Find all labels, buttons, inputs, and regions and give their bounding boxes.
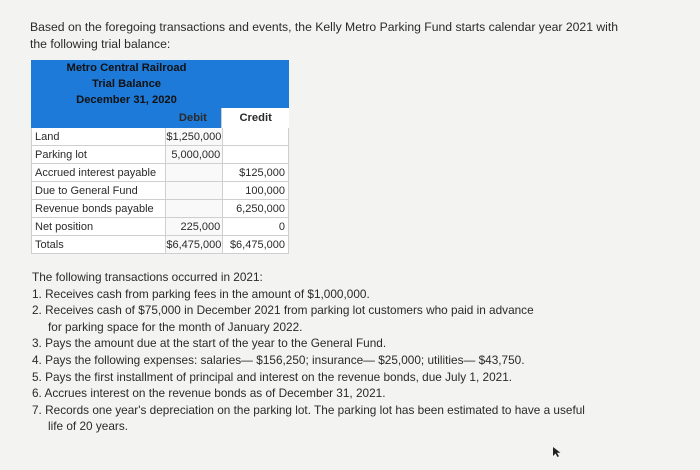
transaction-text: 6. Accrues interest on the revenue bonds as of December 31, 2021. xyxy=(32,386,386,401)
transactions-lead: The following transactions occurred in 2021: xyxy=(32,270,263,284)
list-item xyxy=(32,369,632,386)
list-item xyxy=(32,335,632,352)
debit-amount: 5,000,000 xyxy=(165,146,222,164)
transaction-text: 4. Pays the following expenses: salaries— $156,250; insurance— $25,000; utilities— $43,750. xyxy=(32,352,525,367)
list-item xyxy=(32,385,632,402)
debit-amount xyxy=(165,200,222,218)
list-item xyxy=(32,352,632,369)
account-name: Due to General Fund xyxy=(32,182,165,200)
totals-row xyxy=(32,236,289,254)
trial-balance-table xyxy=(31,60,289,254)
trial-balance-header xyxy=(31,60,289,108)
debit-amount xyxy=(165,164,222,182)
account-name: Net position xyxy=(32,218,165,236)
transaction-continuation: for parking space for the month of January 2022. xyxy=(48,319,303,334)
debit-amount xyxy=(165,182,222,200)
mouse-pointer-icon xyxy=(552,446,562,458)
account-name: Land xyxy=(32,128,165,146)
credit-amount: 6,250,000 xyxy=(222,200,289,218)
statement-date: December 31, 2020 xyxy=(76,94,177,106)
transaction-text: 3. Pays the amount due at the start of the year to the General Fund. xyxy=(32,336,387,351)
transaction-text: 2. Receives cash of $75,000 in December 2021 from parking lot customers who paid in advance xyxy=(32,303,534,318)
credit-header: Credit xyxy=(221,108,289,128)
account-name: Revenue bonds payable xyxy=(32,200,165,218)
debit-total: $6,475,000 xyxy=(165,236,222,254)
list-item xyxy=(32,402,632,435)
table-row xyxy=(32,218,289,236)
account-name: Totals xyxy=(32,236,165,254)
list-item xyxy=(32,286,632,303)
entity-name: Metro Central Railroad xyxy=(66,62,187,74)
debit-amount: 225,000 xyxy=(165,218,222,236)
transactions-list xyxy=(32,286,632,435)
table-row xyxy=(32,128,289,146)
credit-total: $6,475,000 xyxy=(222,236,289,254)
table-row xyxy=(32,182,289,200)
transaction-text: 1. Receives cash from parking fees in the amount of $1,000,000. xyxy=(32,286,370,301)
table-row xyxy=(32,200,289,218)
debit-header: Debit xyxy=(164,108,221,128)
transaction-text: 5. Pays the first installment of principal and interest on the revenue bonds, due July 1, 2021. xyxy=(32,369,513,384)
column-header-row xyxy=(31,108,289,128)
account-name: Accrued interest payable xyxy=(32,164,165,182)
transaction-continuation: life of 20 years. xyxy=(48,419,128,434)
debit-amount: $1,250,000 xyxy=(165,128,222,146)
table-body xyxy=(31,128,289,254)
credit-amount: 0 xyxy=(222,218,289,236)
credit-amount xyxy=(222,146,289,164)
table-row xyxy=(32,164,289,182)
credit-amount xyxy=(222,128,289,146)
credit-amount: $125,000 xyxy=(222,164,289,182)
statement-name: Trial Balance xyxy=(91,78,162,90)
table-row xyxy=(32,146,289,164)
account-name: Parking lot xyxy=(32,146,165,164)
list-item xyxy=(32,302,632,335)
credit-amount: 100,000 xyxy=(222,182,289,200)
transaction-text: 7. Records one year's depreciation on the parking lot. The parking lot has been estimated to have a useful xyxy=(32,402,585,417)
transactions-section xyxy=(32,269,632,435)
intro-paragraph: Based on the foregoing transactions and events, the Kelly Metro Parking Fund starts calendar year 2021 with the following trial balance: xyxy=(30,20,619,51)
